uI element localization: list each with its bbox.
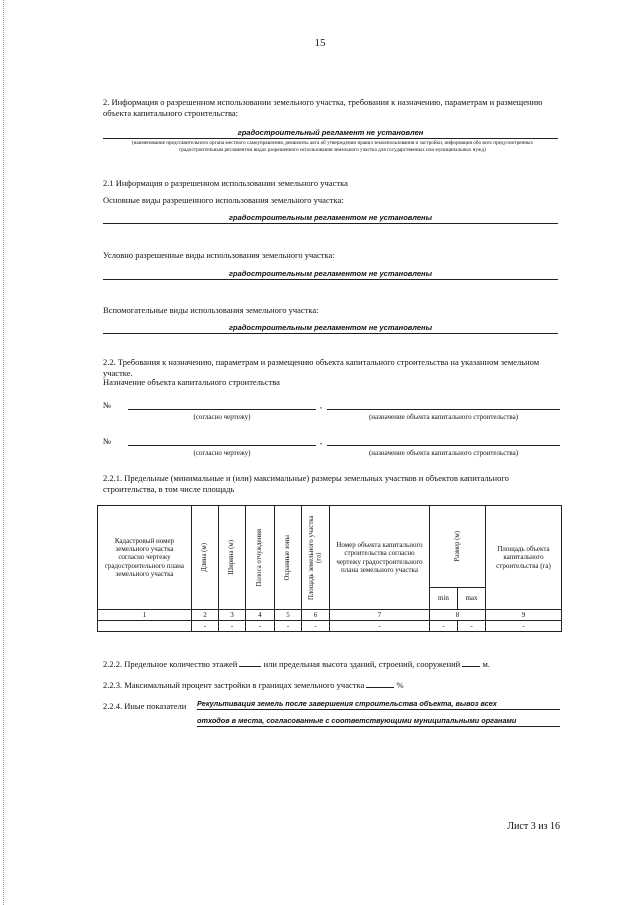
section-2-2-1-heading: 2.2.1. Предельные (минимальные и (или) максимальные) размеры земельных участков и объектов капитального строительства, в том числе площадь bbox=[103, 473, 509, 494]
comma-2: , bbox=[320, 436, 323, 446]
table-cell: - bbox=[458, 621, 486, 632]
comma-1: , bbox=[320, 400, 323, 410]
build-percent-unit: % bbox=[396, 680, 404, 690]
sub-left-2: (согласно чертежу) bbox=[193, 449, 251, 457]
section-2-2-heading: 2.2. Требования к назначению, параметрам и размещению объекта капитального строительства на указанном земельном участке. bbox=[103, 357, 540, 378]
auxiliary-uses-label: Вспомогательные виды использования земельного участка: bbox=[103, 305, 319, 315]
col-number-7: 7 bbox=[330, 610, 430, 621]
main-uses-value: градостроительным регламентом не установлены bbox=[103, 213, 558, 224]
table-cell: - bbox=[486, 621, 562, 632]
header-size-text: Размер (м) bbox=[453, 531, 461, 562]
sub-right-2: (назначение объекта капитального строительства) bbox=[368, 449, 519, 457]
col-number-1: 1 bbox=[98, 610, 192, 621]
col-number-4: 4 bbox=[246, 610, 275, 621]
conditional-uses-label: Условно разрешенные виды использования земельного участка: bbox=[103, 250, 335, 260]
header-object-area: Площадь объекта капитального строительства (га) bbox=[486, 506, 562, 610]
sub-right-1: (назначение объекта капитального строительства) bbox=[368, 413, 519, 421]
object-purpose-line-1 bbox=[327, 409, 560, 410]
header-cadastral: Кадастровый номер земельного участка согласно чертежу градостроительного плана земельного участка bbox=[98, 506, 192, 610]
other-indicators-label: 2.2.4. Иные показатели bbox=[103, 701, 187, 711]
section-2-heading: 2. Информация о разрешенном использовании земельного участка, требования к назначению, параметрам и размещению объекта капитального строительства: bbox=[103, 97, 543, 118]
floors-label: 2.2.2. Предельное количество этажей bbox=[103, 659, 238, 669]
col-number-5: 5 bbox=[275, 610, 302, 621]
auxiliary-uses-value: градостроительным регламентом не установлены bbox=[103, 323, 558, 334]
height-unit: м. bbox=[482, 659, 490, 669]
col-number-9: 9 bbox=[486, 610, 562, 621]
height-blank bbox=[462, 666, 480, 667]
header-length bbox=[192, 506, 219, 610]
page-number: 15 bbox=[314, 37, 326, 49]
section-2-2-2 bbox=[103, 659, 490, 670]
header-encumbrance bbox=[246, 506, 275, 610]
other-indicators-value-line-1: Рекультивация земель после завершения строительства объекта, вывоз всех bbox=[197, 699, 560, 710]
drawing-number-line-2 bbox=[128, 445, 316, 446]
conditional-uses-value: градостроительным регламентом не установлены bbox=[103, 269, 558, 280]
header-area-land bbox=[302, 506, 330, 610]
drawing-number-line-1 bbox=[128, 409, 316, 410]
floors-blank bbox=[239, 666, 261, 667]
header-area-land-text: Площадь земельного участка (га) bbox=[308, 515, 323, 600]
table-cell: - bbox=[302, 621, 330, 632]
sub-left-1: (согласно чертежу) bbox=[193, 413, 251, 421]
purpose-label: Назначение объекта капитального строительства bbox=[103, 377, 280, 387]
row-number-label-1: № bbox=[103, 400, 112, 410]
parameters-table bbox=[97, 505, 562, 632]
header-protected-text: Охранные зоны bbox=[284, 534, 292, 581]
page-edge-line bbox=[3, 0, 4, 905]
col-number-2: 2 bbox=[192, 610, 219, 621]
header-object-number: Номер объекта капитального строительства согласно чертежу градостроительного плана земельного участка bbox=[330, 506, 430, 610]
col-number-3: 3 bbox=[219, 610, 246, 621]
table-cell: - bbox=[275, 621, 302, 632]
section-2-value: градостроительный регламент не установлен bbox=[103, 128, 558, 139]
other-indicators-value-line-2: отходов в места, согласованные с соответствующими муниципальными органами bbox=[197, 716, 560, 727]
header-min: min bbox=[430, 588, 458, 610]
header-protected bbox=[275, 506, 302, 610]
header-max: max bbox=[458, 588, 486, 610]
header-length-text: Длина (м) bbox=[201, 543, 209, 572]
header-encumbrance-text: Полоса отчуждения bbox=[256, 528, 264, 587]
height-label: или предельная высота зданий, строений, сооружений bbox=[263, 659, 461, 669]
header-width-text: Ширина (м) bbox=[228, 540, 236, 575]
build-percent-label: 2.2.3. Максимальный процент застройки в границах земельного участка bbox=[103, 680, 365, 690]
main-uses-label: Основные виды разрешенного использования земельного участка: bbox=[103, 195, 344, 205]
table-cell: - bbox=[330, 621, 430, 632]
col-number-6: 6 bbox=[302, 610, 330, 621]
table-cell: - bbox=[430, 621, 458, 632]
sheet-footer: Лист 3 из 16 bbox=[507, 821, 560, 832]
section-2-1-heading: 2.1 Информация о разрешенном использовании земельного участка bbox=[103, 178, 348, 188]
table-cell: - bbox=[219, 621, 246, 632]
row-number-label-2: № bbox=[103, 436, 112, 446]
build-percent-blank bbox=[366, 687, 394, 688]
section-2-2-3 bbox=[103, 680, 404, 691]
table-cell: - bbox=[246, 621, 275, 632]
table-cell: - bbox=[192, 621, 219, 632]
header-width bbox=[219, 506, 246, 610]
object-purpose-line-2 bbox=[327, 445, 560, 446]
section-2-note: (наименование представительного органа местного самоуправления, реквизиты акта об утверждении правил землепользования и застройки, информация обо всех предусмотренных градостроительным регламентом видах разрешенного использования земельного участка для государственных или муниципальных нужд) bbox=[131, 140, 534, 154]
col-number-8: 8 bbox=[430, 610, 486, 621]
table-cell bbox=[98, 621, 192, 632]
header-size bbox=[430, 506, 486, 588]
